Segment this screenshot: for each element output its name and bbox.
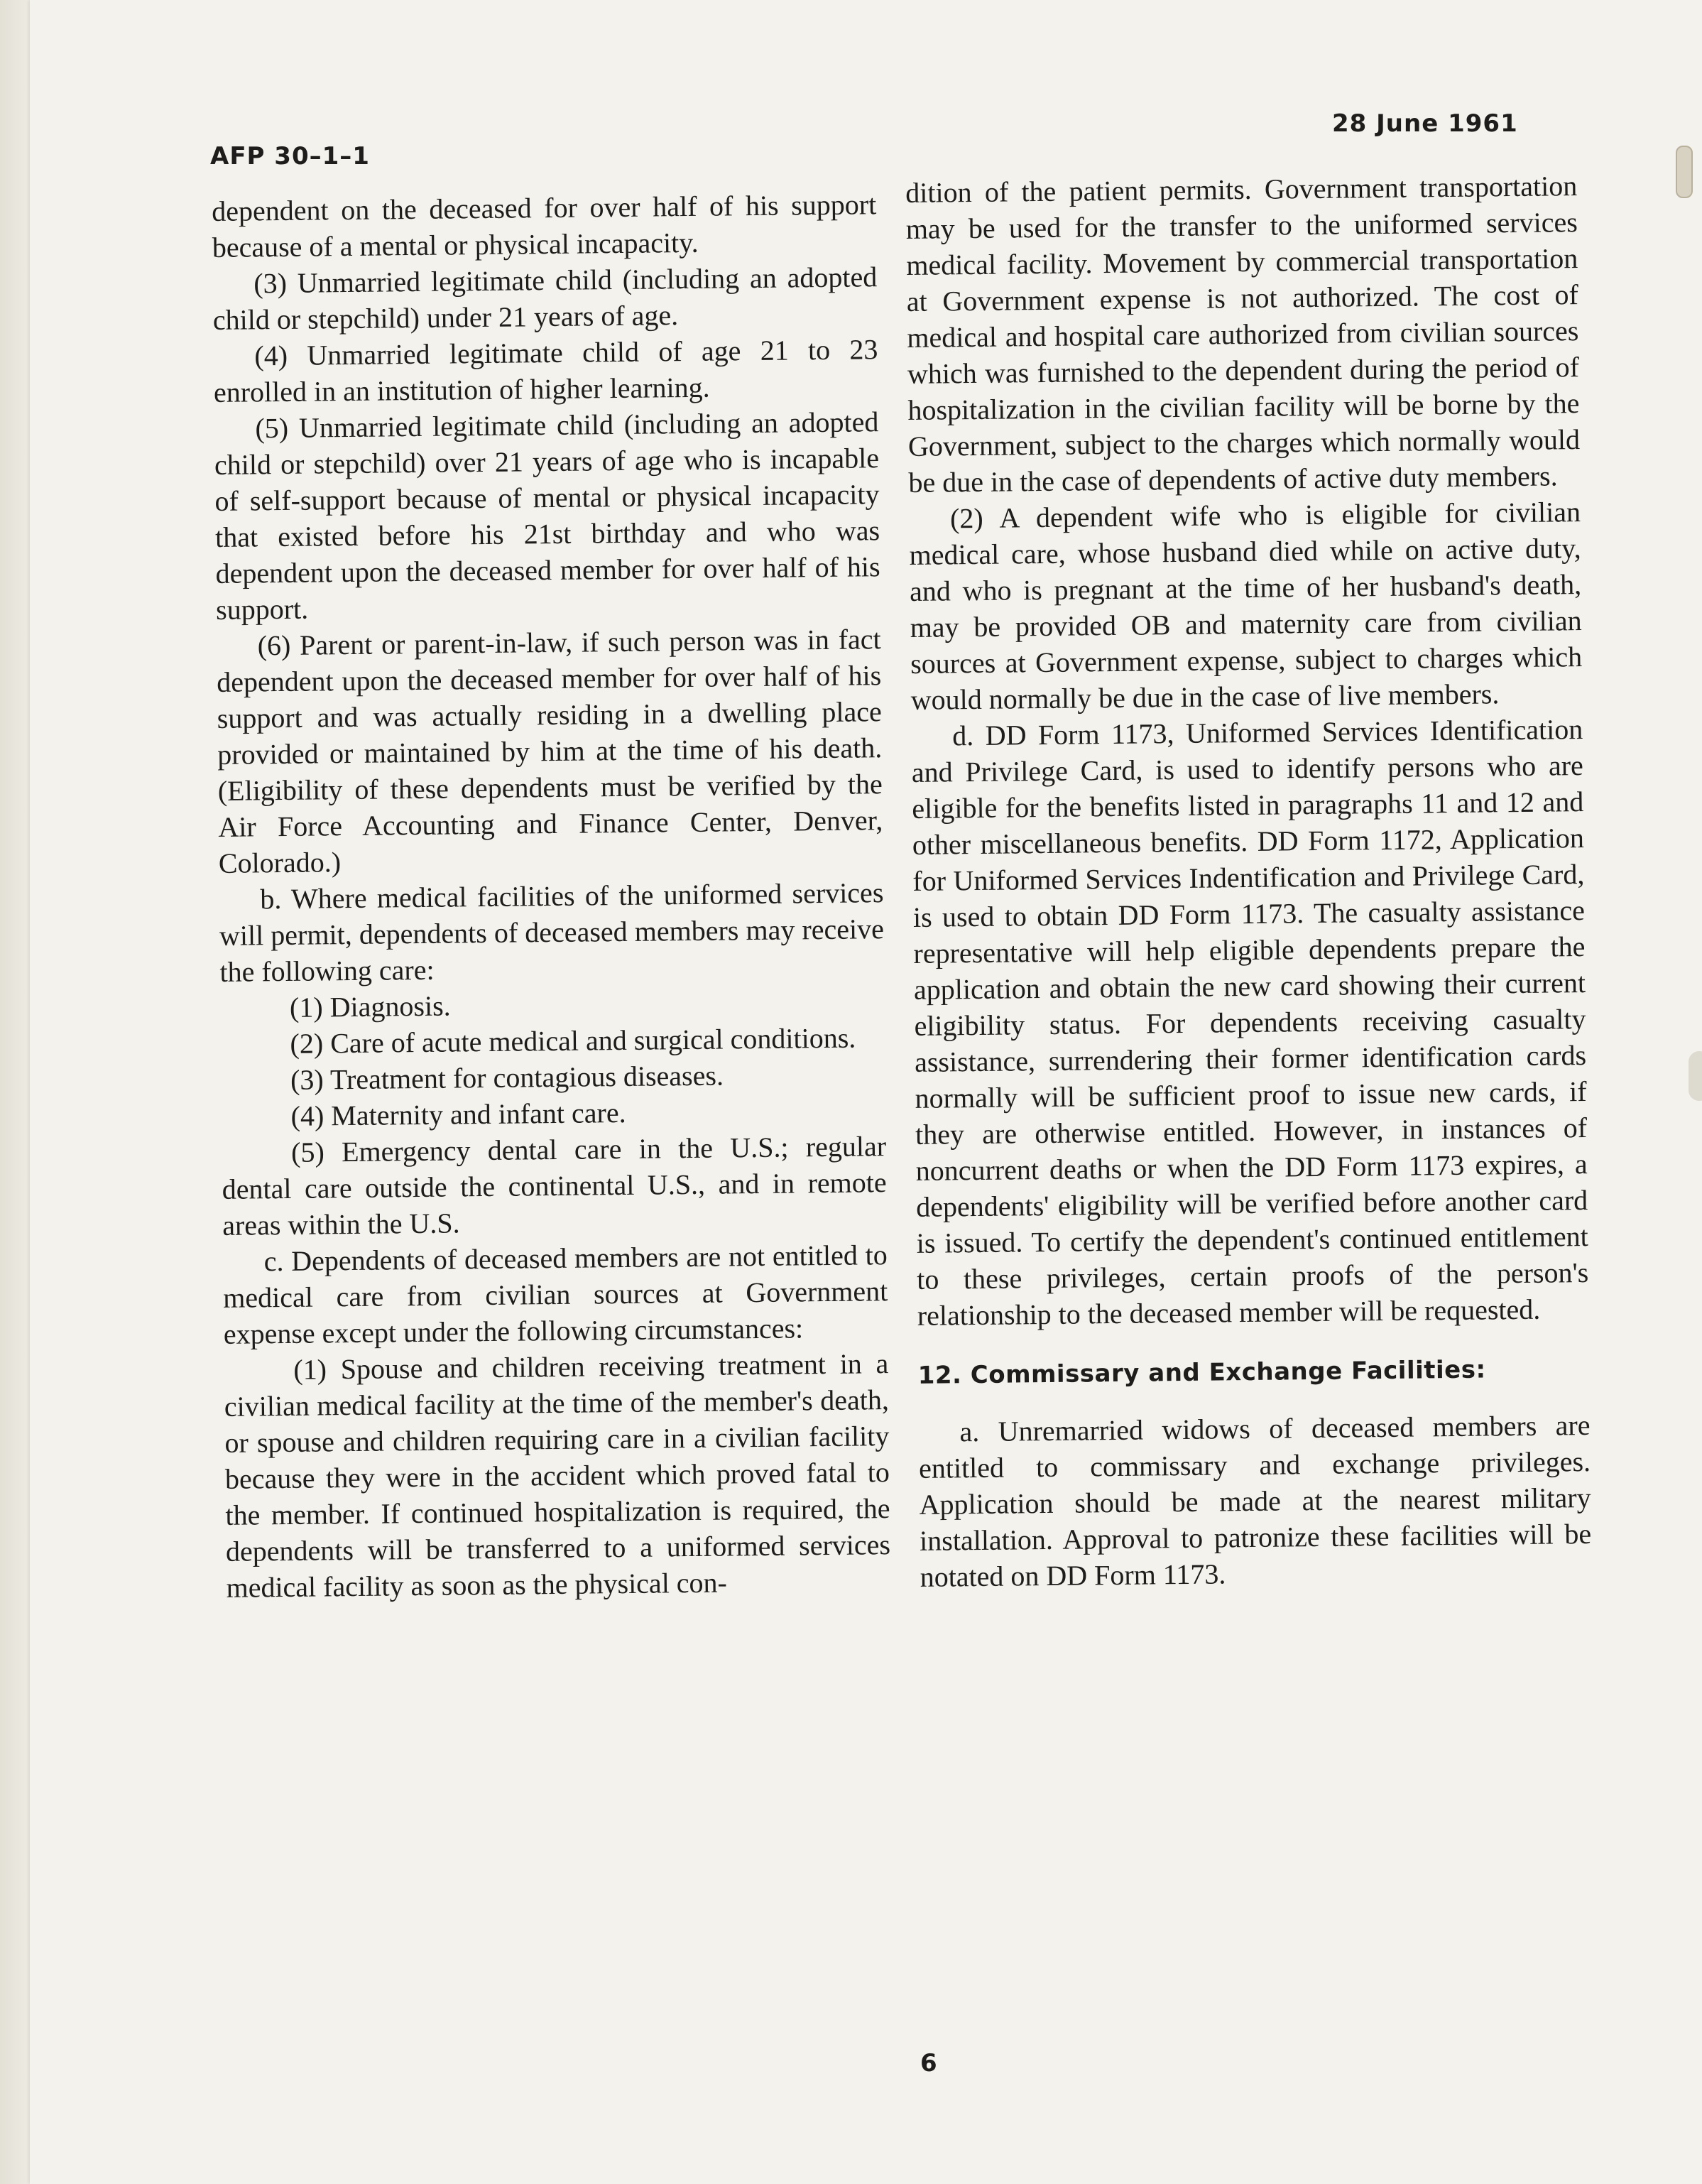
binding-hole — [1689, 1051, 1702, 1101]
list-item: (3) Treatment for contagious diseases. — [290, 1059, 724, 1096]
form-number: AFP 30–1–1 — [210, 142, 370, 170]
paragraph: (5) Unmarried legitimate child (including an adopted child or stepchild) over 21 years of age who is incapable of self-support because of mental or physical incapacity that existed before his 21st birthday and who was dependent upon the deceased member for over half of his support. — [214, 406, 880, 626]
paragraph: dition of the patient permits. Government transportation may be used for the transfer to the uniformed services medical facility. Movement by commercial transportation at Government expense is not authorized. The cost of medical and hospital care authorized from civilian sources which was furnished to the dependent during the period of hospitalization in the civilian facility will be borne by the Government, subject to the charges which normally would be due in the case of dependents of active duty members. — [905, 170, 1581, 499]
right-column — [905, 168, 1592, 1595]
paragraph: dependent on the deceased for over half of his support because of a mental or physical incapacity. — [212, 188, 877, 264]
list-item: (5) Emergency dental care in the U.S.; regular dental care outside the continental U.S., and in remote areas within the U.S. — [222, 1130, 887, 1242]
left-column — [212, 186, 891, 1606]
page-number: 6 — [920, 2049, 937, 2077]
paragraph: b. Where medical facilities of the uniformed services will permit, dependents of deceased members may receive the following care: — [219, 876, 885, 988]
list-item: (1) Diagnosis. — [289, 989, 451, 1023]
document-date: 28 June 1961 — [1332, 109, 1518, 138]
list-item: (4) Maternity and infant care. — [290, 1096, 626, 1132]
binding-clip — [1676, 146, 1693, 198]
paragraph: (6) Parent or parent-in-law, if such person was in fact dependent upon the deceased member for over half of his support and was actually residing in a dwelling place provided or maintained by him at the time of his death. (Eligibility of these dependents must be verified by the Air Force Accounting and Finance Center, Denver, Colorado.) — [216, 623, 883, 879]
paragraph: a. Unremarried widows of deceased members are entitled to commissary and exchange privileges. Application should be made at the nearest military installation. Approval to patronize these facilities will be notated on DD Form 1173. — [918, 1408, 1592, 1593]
paragraph: c. Dependents of deceased members are not entitled to medical care from civilian sources at Government expense except under the following circumstances: — [223, 1239, 888, 1350]
paragraph: (2) A dependent wife who is eligible for civilian medical care, whose husband died while on active duty, and who is pregnant at the time of her husband's death, may be provided OB and maternity care from civilian sources at Government expense, subject to charges which would normally be due in the case of live members. — [909, 496, 1583, 716]
paragraph: (4) Unmarried legitimate child of age 21 to 23 enrolled in an institution of higher learning. — [213, 333, 878, 408]
section-heading: 12. Commissary and Exchange Facilities: — [917, 1355, 1486, 1390]
paragraph: (1) Spouse and children receiving treatment in a civilian medical facility at the time of the member's death, or spouse and children requiring care in a civilian facility because they were in the accident which proved fatal to the member. If continued hospitalization is required, the dependents will be transferred to a uniformed services medical facility as soon as the physical con- — [224, 1347, 891, 1604]
paragraph: d. DD Form 1173, Uniformed Services Identification and Privilege Card, is used to identify persons who are eligible for the benefits listed in paragraphs 11 and 12 and other miscellaneous benefits. DD Form 1172, Application for Uniformed Services Indentification and Privilege Card, is used to obtain DD Form 1173. The casualty assistance representative will help eligible dependents prepare the application and obtain the new card showing their current eligibility status. For dependents receiving casualty assistance, surrendering their former identification cards normally will be sufficient proof to issue new cards, if they are otherwise entitled. However, in instances of noncurrent deaths or when the DD Form 1173 expires, a dependents' eligibility will be verified before another card is issued. To certify the dependent's continued entitlement to these privileges, certain proofs of the person's relationship to the deceased member will be requested. — [911, 713, 1589, 1332]
paragraph: (3) Unmarried legitimate child (including an adopted child or stepchild) under 21 years of age. — [212, 261, 878, 336]
list-item: (2) Care of acute medical and surgical conditions. — [290, 1021, 856, 1060]
